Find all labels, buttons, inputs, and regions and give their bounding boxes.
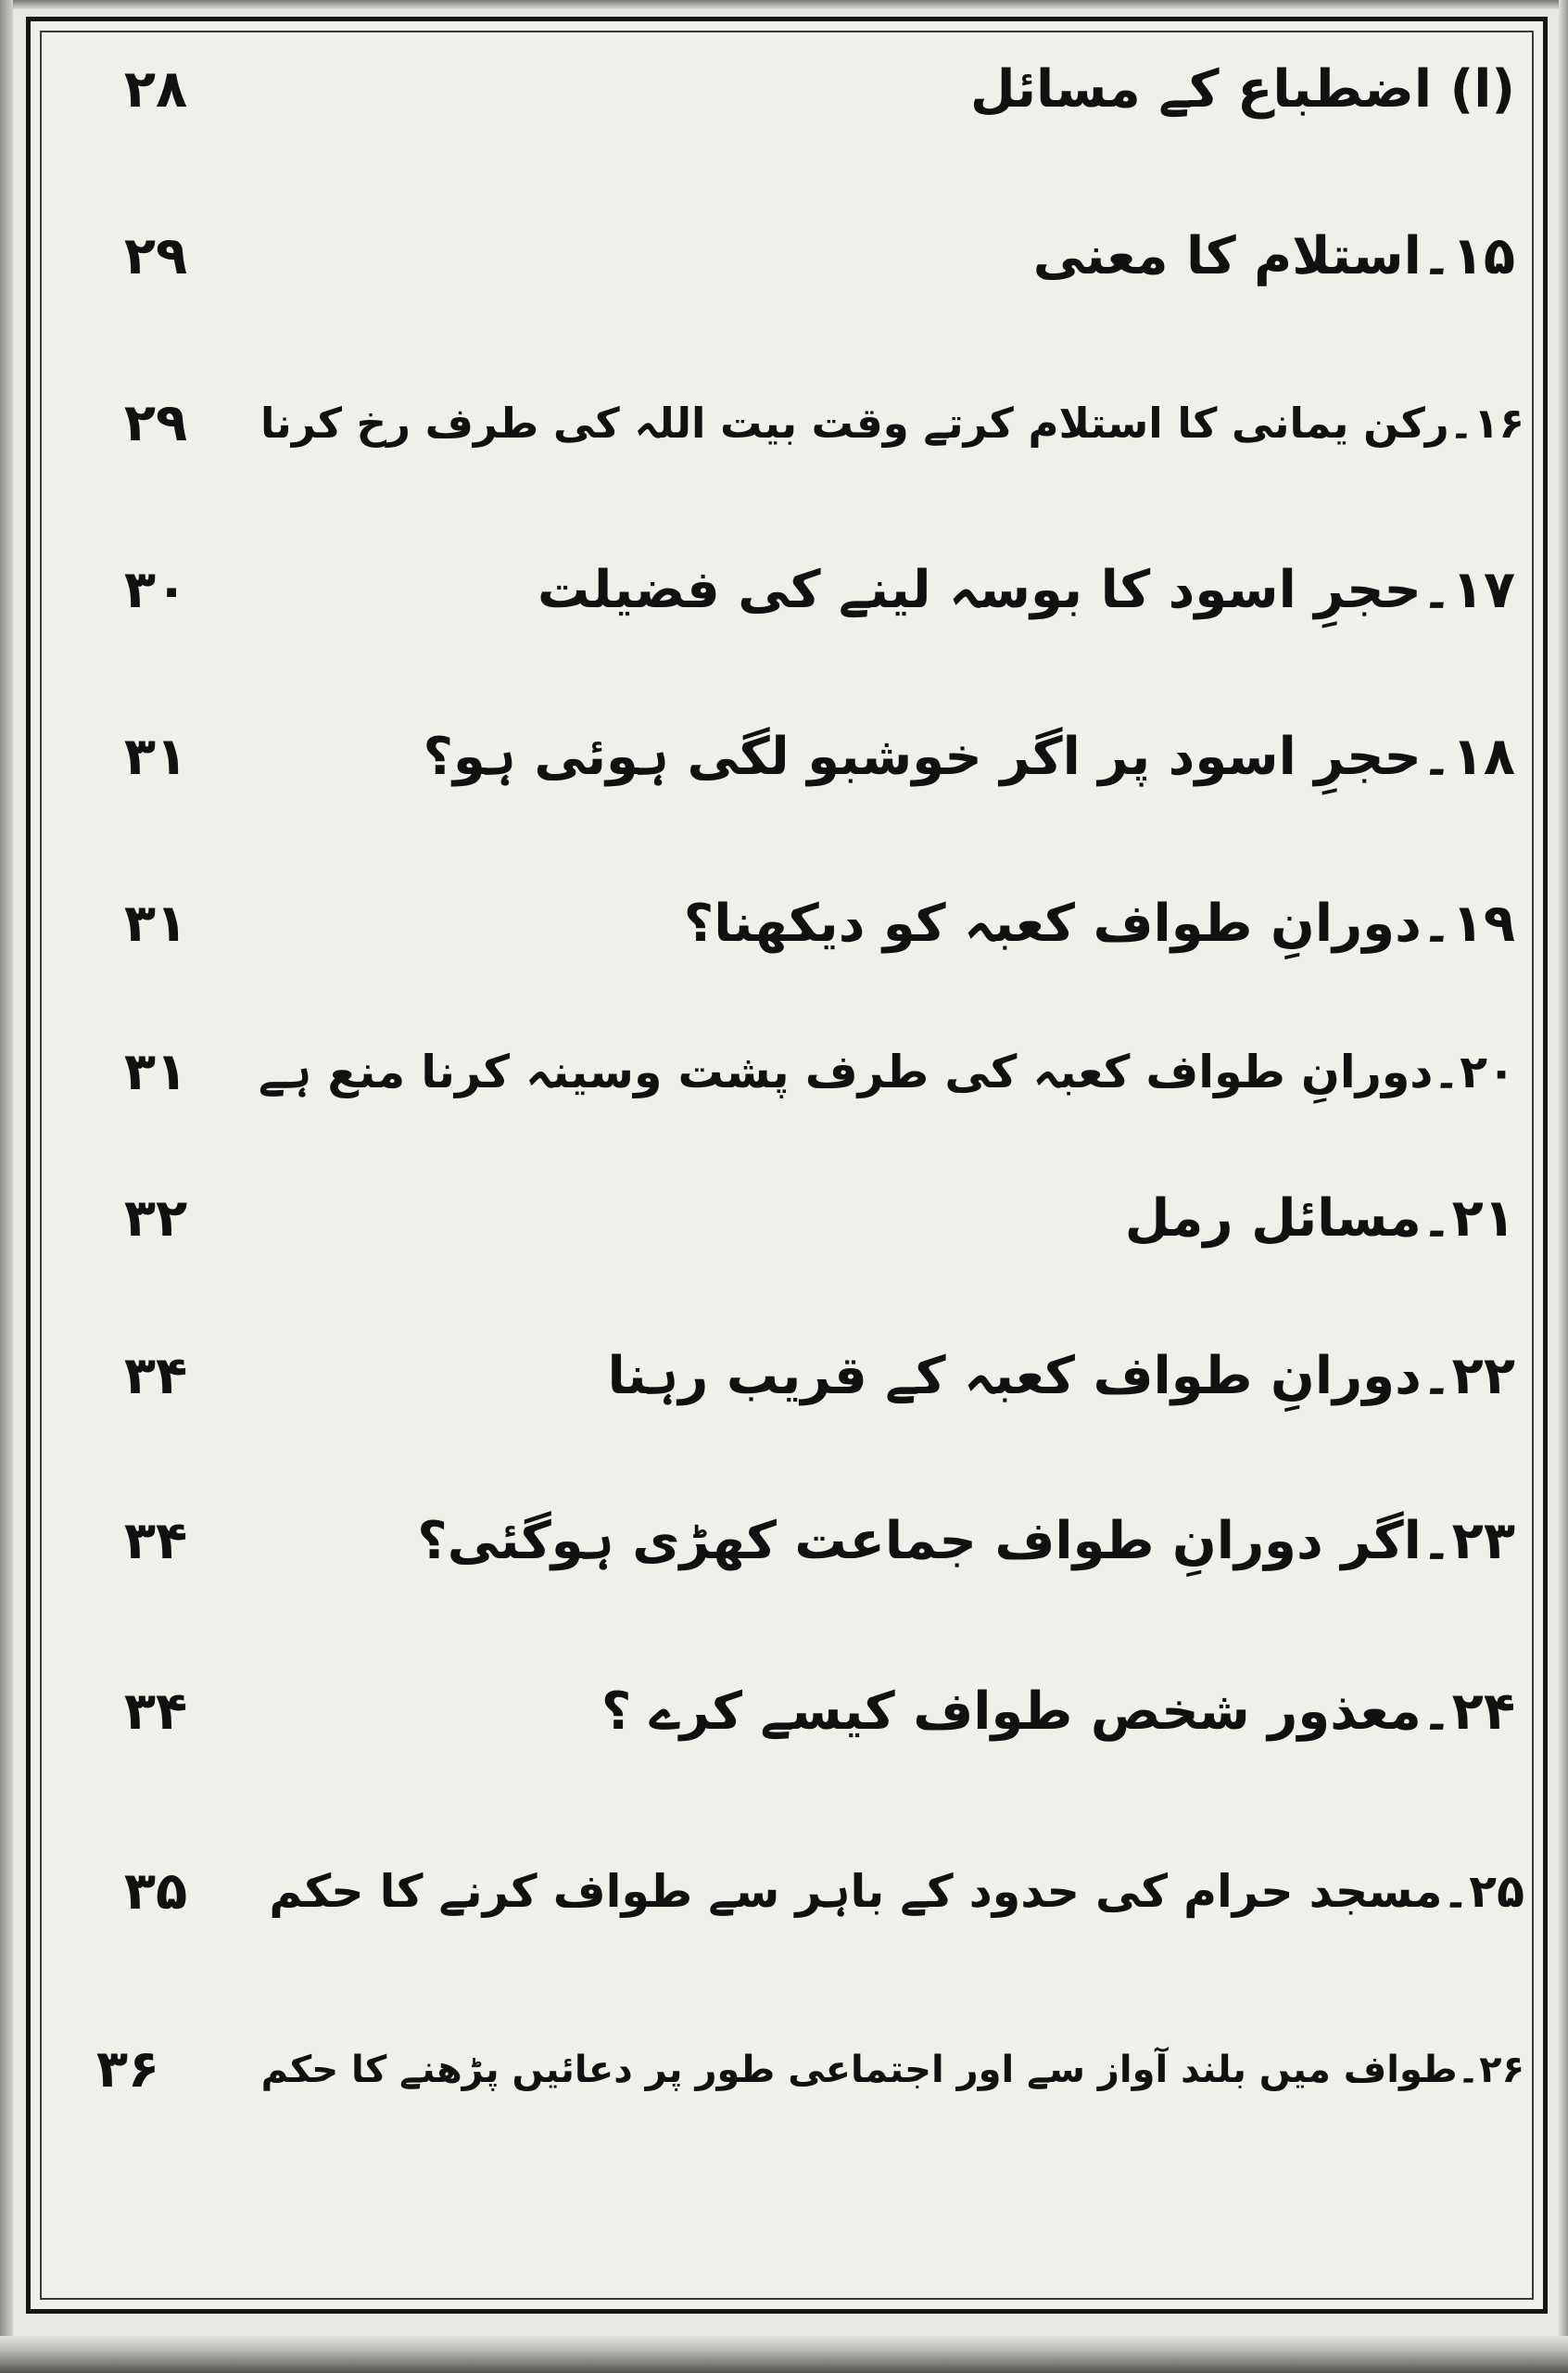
scan-edge-right [1559,0,1568,2373]
toc-entry-page: ۲۹ [123,226,188,286]
toc-entry-page: ۳۶ [95,2039,160,2100]
toc-entry-title: ۱۵۔استلام کا معنی [1032,226,1515,286]
toc-entry-title: ۱۶۔رکن یمانی کا استلام کرتے وقت بیت اللہ کی طرف رخ کرنا [260,399,1524,448]
toc-entry-title: ۲۶۔طواف میں بلند آواز سے اور اجتماعی طور پر دعائیں پڑھنے کا حکم [260,2049,1524,2091]
toc-row [31,1017,1552,1128]
toc-entry-title: ۲۴۔معذور شخص طواف کیسے کرے ؟ [601,1681,1515,1742]
toc-row [31,1486,1552,1597]
toc-entry-title: ۲۲۔دورانِ طواف کعبہ کے قریب رہنا [607,1346,1515,1406]
toc-entry-title: (ا) اضطباع کے مسائل [970,59,1515,120]
toc-entry-page: ۳۴ [123,1681,188,1742]
toc-entry-title: ۲۱۔مسائل رمل [1124,1188,1515,1249]
toc-entry-page: ۳۲ [123,1188,188,1249]
toc-entry-page: ۳۱ [123,894,188,954]
toc-row [31,2014,1552,2126]
scan-edge-left [0,0,13,2373]
page-frame [26,17,1548,2314]
toc-entry-page: ۳۰ [123,560,188,620]
toc-entry-page: ۳۴ [123,1511,188,1571]
toc-entry-page: ۳۵ [123,1861,188,1922]
toc-entry-page: ۲۹ [123,393,188,453]
toc-row [31,535,1552,646]
table-of-contents [31,21,1552,2318]
toc-row [31,702,1552,813]
toc-entry-page: ۲۸ [123,59,188,120]
toc-row [31,1656,1552,1768]
toc-entry-title: ۱۸۔حجرِ اسود پر اگر خوشبو لگی ہوئی ہو؟ [423,727,1515,787]
toc-row [31,1321,1552,1432]
toc-entry-title: ۲۳۔اگر دورانِ طواف جماعت کھڑی ہوگئی؟ [417,1511,1515,1571]
toc-entry-title: ۱۷۔حجرِ اسود کا بوسہ لینے کی فضیلت [537,560,1515,620]
toc-entry-page: ۳۴ [123,1346,188,1406]
toc-row [31,34,1552,146]
toc-row [31,1836,1552,1948]
toc-row [31,368,1552,479]
toc-entry-title: ۲۵۔مسجد حرام کی حدود کے باہر سے طواف کرنے کا حکم [269,1865,1524,1918]
toc-entry-title: ۲۰۔دورانِ طواف کعبہ کی طرف پشت وسینہ کرنا منع ہے [258,1046,1515,1098]
toc-entry-page: ۳۱ [123,1042,188,1102]
scan-edge-top [0,0,1568,9]
scan-edge-bottom [0,2336,1568,2373]
toc-row [31,1163,1552,1275]
toc-entry-page: ۳۱ [123,727,188,787]
toc-entry-title: ۱۹۔دورانِ طواف کعبہ کو دیکھنا؟ [683,894,1515,954]
toc-row [31,201,1552,312]
toc-row [31,869,1552,980]
